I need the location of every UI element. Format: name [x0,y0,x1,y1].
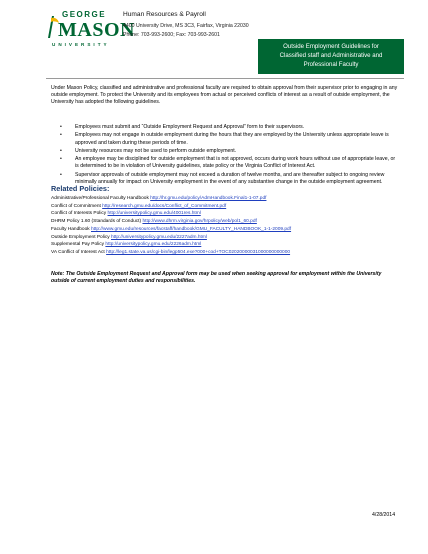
policy-row [51,234,406,242]
list-item [59,148,399,155]
document-title-line: Professional Faculty [303,61,359,68]
policy-link[interactable]: http://www.gmu.edu/resources/facstaff/handbook/GMU_FACULTY_HANDBOOK_1-1-2009.pdf [91,226,292,232]
policy-label: VA Conflict of Interest Act [51,249,107,255]
department-phone-fax: Phone: 703-993-2600; Fax: 703-993-2601 [123,32,220,38]
policy-label: DHRM Policy 1.60 (Standards of Conduct) [51,219,143,225]
policy-link[interactable]: http://universitypolicy.gmu.edu/2227adm.html [111,234,207,240]
university-logo [46,10,135,54]
department-address: 4400 University Drive, MS 3C3, Fairfax, Virginia 22030 [123,23,249,29]
bullet-icon: • [60,147,62,154]
policy-link[interactable]: http://universitypolicy.gmu.edu/4001res.html [107,211,201,217]
policy-row [51,195,406,203]
list-item-text: An employee may be disciplined for outside employment that is not approved, occurs during work hours without use of appropriate leave, or is determined to be in violation of University guidelines, state policy or the Virginia Conflict of Interest Act. [75,156,396,170]
list-item [59,172,399,187]
list-item-text: University resources may not be used to perform outside employment. [75,147,237,154]
document-title-line: Classified staff and Administrative and [279,52,383,59]
policy-link[interactable]: http://universitypolicy.gmu.edu/2226adm.html [105,242,202,248]
list-item [59,124,399,131]
approval-note: Note: The Outside Employment Request and Approval form may be used when seeking approval for employment within the University outside of current employment duties and responsibilities. [51,271,382,285]
bullet-icon: • [60,124,62,130]
policy-row [51,226,406,234]
policy-label: Conflict of Interests Policy [51,211,108,217]
policy-row [51,210,406,218]
policy-link[interactable]: http://hr.gmu.edu/policy/AdmHandbook.Final1-1-07.pdf [150,196,267,201]
department-title: Human Resources & Payroll [123,11,206,18]
bullet-icon: • [60,132,62,139]
policy-link[interactable]: http://www.dhrm.virginia.gov/hrpolicy/web/pol1_60.pdf [142,219,257,225]
policy-label: Outside Employment Policy [51,234,111,240]
intro-paragraph: Under Mason Policy, classified and administrative and professional faculty are required to obtain approval from their supervisor prior to engaging in any outside employment. To protect the University and its employees from actual or perceived conflicts of interest as a result of outside employment, the University has adopted the following guidelines. [51,85,398,106]
logo-university-text: UNIVERSITY [52,42,110,47]
list-item-text: Employees must submit and “Outside Employment Request and Approval” form to their supervisors. [75,124,305,130]
document-title-line: Outside Employment Guidelines for [283,43,379,50]
policy-link[interactable]: http://research.gmu.edu/docs/Conflict_of_Commitment.pdf [102,203,227,209]
related-policies-list [51,195,406,257]
policy-label: Administrative/Professional Faculty Handbook [51,196,151,201]
policy-row [51,249,406,257]
guidelines-list [59,124,399,187]
list-item-text: Employees may not engage in outside employment during the hours that they are employed by the University unless appropriate leave is approved and taken during these periods of time. [75,132,389,146]
policy-label: Faculty Handbook [51,226,91,232]
list-item [59,156,399,171]
header-divider [46,78,404,79]
logo-mason-text: MASON [58,19,135,41]
policy-row [51,203,406,211]
bullet-icon: • [60,171,62,178]
bullet-icon: • [60,156,62,163]
policy-row [51,241,406,249]
policy-row [51,218,406,226]
policy-link[interactable]: http://leg1.state.va.us/cgi-bin/legp504.exe?000+cod+TOC02020000031000000000000 [106,249,291,255]
document-date: 4/28/2014 [372,512,396,518]
policy-label: Conflict of Commitment [51,203,103,209]
list-item-text: Supervisor approvals of outside employment may not exceed a duration of twelve months, and are thereafter subject to ongoing review minimally annually for impact on University employment in the event of any substantive change in the outside employment agreement. [75,171,385,186]
document-title-box [258,39,404,74]
logo-george-text: GEORGE [62,10,107,19]
list-item [59,132,399,147]
policy-label: Supplemental Pay Policy [51,242,106,248]
related-policies-heading: Related Policies: [51,184,110,193]
